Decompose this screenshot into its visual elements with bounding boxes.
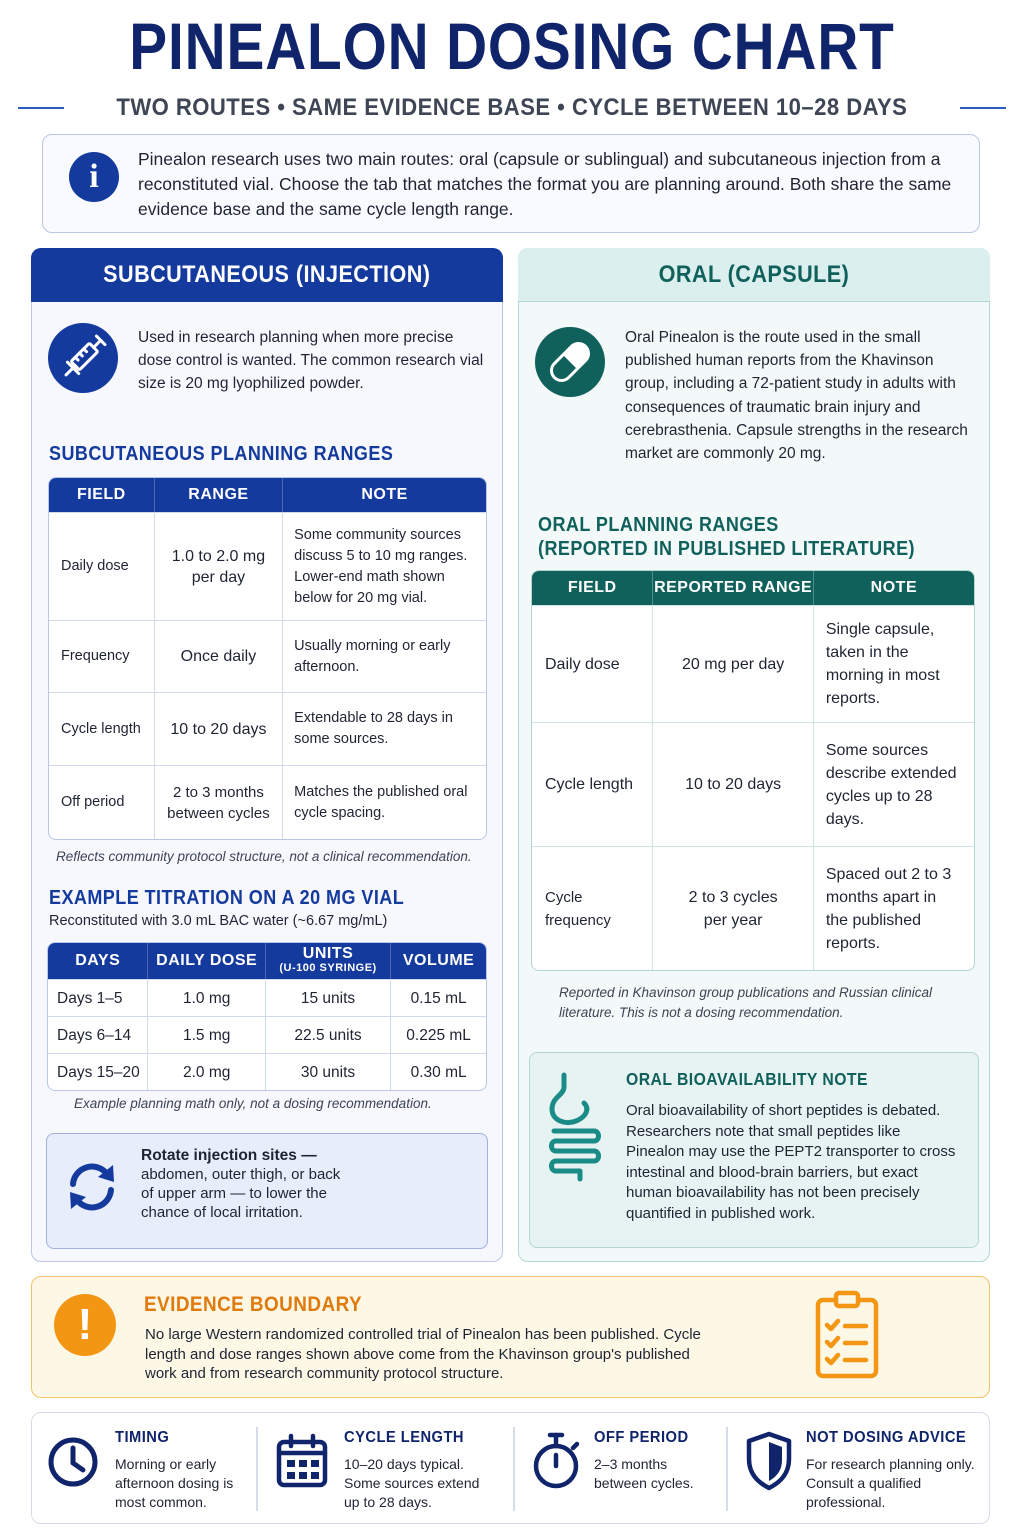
evidence-text: No large Western randomized controlled trial of Pinealon has been published. Cycle length and dose ranges shown above come from the Khavinson group's published work and from research community protocol structure.: [145, 1326, 701, 1382]
page-subtitle: TWO ROUTES • SAME EVIDENCE BASE • CYCLE BETWEEN 10–28 DAYS: [116, 94, 908, 121]
syringe-icon: [48, 323, 118, 393]
calendar-icon: [275, 1433, 329, 1489]
evidence-boundary: [31, 1276, 990, 1398]
range-cell: 10 to 20 days: [653, 722, 813, 846]
footer-timing-title: TIMING: [115, 1429, 170, 1446]
page-title: PINEALON DOSING CHART: [129, 9, 895, 83]
dose-cell: 2.0 mg: [148, 1053, 265, 1090]
volume-cell: 0.15 mL: [391, 979, 486, 1016]
digestive-tract-icon: [544, 1071, 606, 1183]
table-row: [49, 765, 486, 839]
column-header: VOLUME: [391, 943, 486, 979]
capsule-icon: [535, 327, 605, 397]
divider: [513, 1427, 515, 1511]
oral-ranges-subtitle: (REPORTED IN PUBLISHED LITERATURE): [538, 538, 915, 560]
column-header: NOTE: [814, 571, 974, 605]
column-header: FIELD: [49, 478, 155, 512]
footer-timing-text: Morning or early afternoon dosing is most common.: [115, 1456, 234, 1510]
oral-ranges-footnote: Reported in Khavinson group publications and Russian clinical literature. This is not a dosing recommendation.: [559, 985, 932, 1020]
intro-box: [42, 134, 980, 233]
table-row: [48, 979, 486, 1016]
field-cell: Cycle length: [49, 692, 155, 765]
units-header-sub: (U-100 SYRINGE): [279, 962, 377, 974]
dose-cell: 1.5 mg: [148, 1016, 265, 1053]
subcutaneous-heading: SUBCUTANEOUS (INJECTION): [102, 260, 431, 288]
table-row: [532, 605, 974, 722]
table-row: [532, 722, 974, 846]
table-row: [532, 846, 974, 970]
days-cell: Days 1–5: [48, 979, 148, 1016]
column-header: REPORTED RANGE: [653, 571, 813, 605]
units-cell: 22.5 units: [266, 1016, 391, 1053]
field-cell: Daily dose: [49, 512, 155, 620]
info-icon: i: [69, 152, 119, 202]
subcutaneous-ranges-table: [48, 477, 487, 840]
subcutaneous-tab[interactable]: [31, 248, 503, 302]
dose-cell: 1.0 mg: [148, 979, 265, 1016]
footer-off-text: 2–3 months between cycles.: [594, 1456, 694, 1491]
oral-heading: ORAL (CAPSULE): [658, 260, 849, 288]
titration-footnote: Example planning math only, not a dosing recommendation.: [74, 1096, 432, 1111]
titration-subtitle: Reconstituted with 3.0 mL BAC water (~6.67 mg/mL): [49, 913, 388, 929]
subcutaneous-ranges-title: SUBCUTANEOUS PLANNING RANGES: [49, 443, 394, 465]
volume-cell: 0.225 mL: [391, 1016, 486, 1053]
field-cell: Daily dose: [532, 605, 653, 722]
range-cell: 1.0 to 2.0 mg per day: [155, 512, 283, 620]
units-cell: 15 units: [266, 979, 391, 1016]
table-row: [49, 512, 486, 620]
oral-ranges-table: [531, 570, 975, 971]
note-cell: Matches the published oral cycle spacing.: [283, 765, 486, 839]
stopwatch-icon: [531, 1431, 581, 1491]
footer-cycle-title: CYCLE LENGTH: [344, 1429, 465, 1446]
intro-text: Pinealon research uses two main routes: oral (capsule or sublingual) and subcutaneous injection from a reconstituted vial. Choose the tab that matches the format you are planning around. Both share the same evidence base and the same cycle length range.: [138, 149, 952, 219]
subtitle-row: [0, 92, 1024, 124]
titration-title: EXAMPLE TITRATION ON A 20 MG VIAL: [49, 887, 405, 909]
column-header: [266, 943, 391, 979]
note-cell: Usually morning or early afternoon.: [283, 620, 486, 692]
column-header: FIELD: [532, 571, 653, 605]
tip-text: [141, 1146, 341, 1222]
divider: [18, 107, 64, 109]
subcutaneous-panel: [31, 248, 503, 1262]
column-header: DAYS: [48, 943, 148, 979]
footer-off-title: OFF PERIOD: [594, 1429, 689, 1446]
column-header: RANGE: [155, 478, 283, 512]
field-cell: Cycle length: [532, 722, 653, 846]
table-row: [49, 692, 486, 765]
subcutaneous-ranges-footnote: Reflects community protocol structure, not a clinical recommendation.: [56, 849, 472, 864]
field-cell: Cycle frequency: [532, 846, 653, 970]
table-row: [48, 1016, 486, 1053]
shield-icon: [746, 1431, 792, 1491]
bioavailability-title: ORAL BIOAVAILABILITY NOTE: [626, 1069, 868, 1089]
rotate-sites-tip: [46, 1133, 488, 1249]
bioavailability-text: Oral bioavailability of short peptides is debated. Researchers note that small peptides like Pinealon may use the PEPT2 transporter to cross intestinal and blood-brain barriers, but exact human bioavailability has not been precisely quantified in published work.: [626, 1102, 956, 1222]
range-cell: Once daily: [155, 620, 283, 692]
oral-ranges-title: ORAL PLANNING RANGES: [538, 514, 779, 536]
divider: [960, 107, 1006, 109]
bioavailability-note: [529, 1052, 979, 1248]
units-header: UNITS: [302, 945, 354, 962]
footer-advice-title: NOT DOSING ADVICE: [806, 1429, 967, 1446]
range-cell: 20 mg per day: [653, 605, 813, 722]
days-cell: Days 15–20: [48, 1053, 148, 1090]
oral-tab[interactable]: [518, 248, 990, 302]
footer-strip: [31, 1412, 990, 1524]
range-cell: 10 to 20 days: [155, 692, 283, 765]
column-header: DAILY DOSE: [148, 943, 265, 979]
note-cell: Some sources describe extended cycles up to 28 days.: [814, 722, 974, 846]
clock-icon: [46, 1435, 100, 1489]
subcutaneous-intro: Used in research planning when more precise dose control is wanted. The common research vial size is 20 mg lyophilized powder.: [138, 329, 484, 392]
tip-lead: Rotate injection sites —: [141, 1147, 317, 1164]
divider: [256, 1427, 258, 1511]
range-cell: 2 to 3 months between cycles: [155, 765, 283, 839]
evidence-title: EVIDENCE BOUNDARY: [144, 1293, 363, 1316]
exclamation-icon: !: [54, 1294, 116, 1356]
clipboard-checklist-icon: [814, 1290, 880, 1380]
volume-cell: 0.30 mL: [391, 1053, 486, 1090]
units-cell: 30 units: [266, 1053, 391, 1090]
column-header: NOTE: [283, 478, 486, 512]
range-cell: 2 to 3 cycles per year: [653, 846, 813, 970]
footer-advice-text: For research planning only. Consult a qualified professional.: [806, 1456, 975, 1510]
oral-intro: Oral Pinealon is the route used in the small published human reports from the Khavinson group, including a 72-patient study in adults with consequences of traumatic brain injury and cerebrasthenia. Capsule strengths in the research market are commonly 20 mg.: [625, 329, 968, 463]
note-cell: Spaced out 2 to 3 months apart in the published reports.: [814, 846, 974, 970]
field-cell: Off period: [49, 765, 155, 839]
table-row: [49, 620, 486, 692]
table-row: [48, 1053, 486, 1090]
days-cell: Days 6–14: [48, 1016, 148, 1053]
note-cell: Extendable to 28 days in some sources.: [283, 692, 486, 765]
tip-rest: abdomen, outer thigh, or back of upper arm — to lower the chance of local irritation.: [141, 1166, 341, 1221]
divider: [726, 1427, 728, 1511]
field-cell: Frequency: [49, 620, 155, 692]
note-cell: Some community sources discuss 5 to 10 mg ranges. Lower-end math shown below for 20 mg vial.: [283, 512, 486, 620]
note-cell: Single capsule, taken in the morning in most reports.: [814, 605, 974, 722]
footer-cycle-text: 10–20 days typical. Some sources extend up to 28 days.: [344, 1456, 480, 1510]
titration-table: [47, 942, 487, 1091]
rotate-icon: [61, 1156, 123, 1218]
